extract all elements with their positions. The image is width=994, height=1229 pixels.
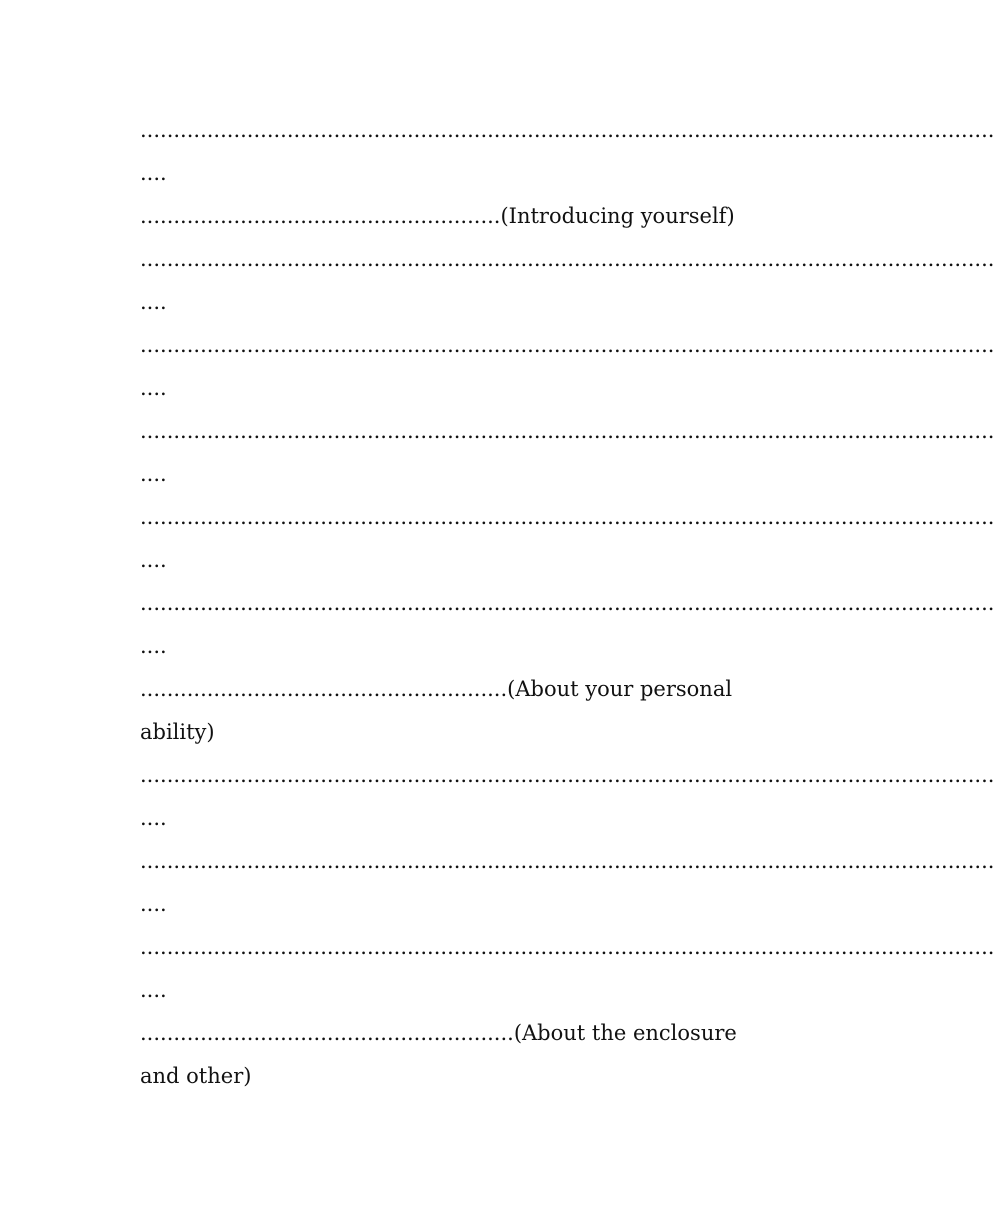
section-label-personal-ability-continued: ability) — [140, 720, 215, 744]
dotted-line-continuation: .... — [140, 290, 167, 314]
dotted-line-continuation: .... — [140, 161, 167, 185]
dotted-line-continuation: .... — [140, 806, 167, 830]
document-body — [140, 109, 994, 1098]
section-label-enclosure: ........................................................(About the enclosure — [140, 1021, 737, 1045]
section-label-introducing-yourself: ......................................................(Introducing yourself) — [140, 204, 735, 228]
dotted-line: ................................................................................................................................ — [140, 935, 994, 959]
dotted-line-continuation: .... — [140, 892, 167, 916]
dotted-line-continuation: .... — [140, 462, 167, 486]
dotted-line-continuation: .... — [140, 978, 167, 1002]
dotted-line: ................................................................................................................................ — [140, 505, 994, 529]
dotted-line-continuation: .... — [140, 634, 167, 658]
dotted-line: ................................................................................................................................ — [140, 849, 994, 873]
dotted-line: ................................................................................................................................ — [140, 333, 994, 357]
dotted-line: ................................................................................................................................ — [140, 591, 994, 615]
dotted-line: ................................................................................................................................ — [140, 763, 994, 787]
dotted-line: ................................................................................................................................ — [140, 247, 994, 271]
section-label-enclosure-continued: and other) — [140, 1064, 252, 1088]
dotted-line-continuation: .... — [140, 376, 167, 400]
dotted-line-continuation: .... — [140, 548, 167, 572]
dotted-line: ................................................................................................................................ — [140, 118, 994, 142]
dotted-line: ................................................................................................................................ — [140, 419, 994, 443]
section-label-personal-ability: .......................................................(About your personal — [140, 677, 733, 701]
